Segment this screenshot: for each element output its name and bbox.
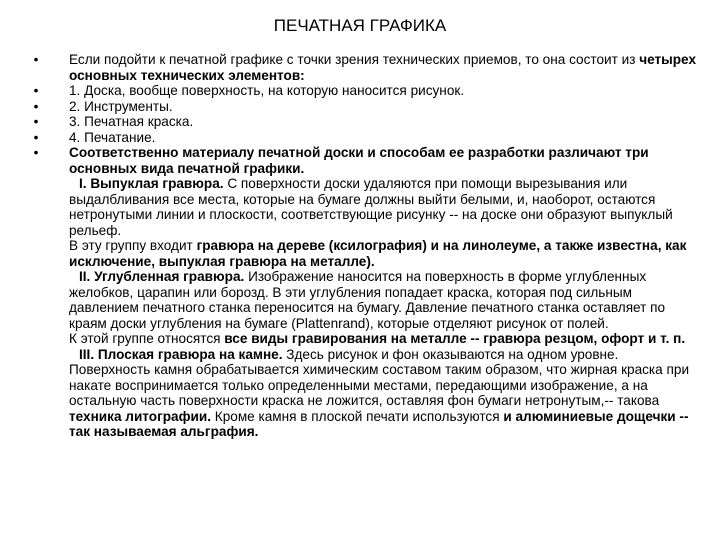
bullet-item xyxy=(30,130,702,146)
paragraph-text-bold: техника литографии. xyxy=(69,408,211,424)
bullet-item xyxy=(30,52,702,83)
paragraph-intaglio-group xyxy=(30,331,702,347)
slide-title: ПЕЧАТНАЯ ГРАФИКА xyxy=(273,16,447,35)
paragraph-text: В эту группу входит xyxy=(69,238,197,253)
paragraph-convex-group xyxy=(30,238,702,269)
bullet-text: 1. Доска, вообще поверхность, на которую наносится рисунок. xyxy=(69,83,465,98)
section-heading: III. Плоская гравюра на камне. xyxy=(79,346,283,362)
paragraph-intaglio-engraving xyxy=(30,269,702,331)
bullet-text: 4. Печатание. xyxy=(69,129,156,145)
paragraph-text: Здесь рисунок и фон оказываются на одном уровне. Поверхность камня обрабатывается химическим составом таким образом, что жирная краска при накате воспринимается только определенными местами, передающими изображение, а на остальную часть поверхности краска не ложится, оставляя фон бумаги нетронутым,-- такова xyxy=(69,346,690,408)
bullet-item xyxy=(30,114,702,130)
paragraph-planographic xyxy=(30,347,702,440)
bullet-item xyxy=(30,83,702,99)
bullet-text-bold: Соответственно материалу печатной доски и способам ее разработки различают три основных вида печатной графики. xyxy=(69,145,649,176)
bullet-dot: • xyxy=(33,145,39,160)
paragraph-text-bold: гравюра на дереве (ксилография) и на линолеуме, а также известна, как исключение, выпуклая гравюра на металле). xyxy=(69,238,687,269)
bullet-dot: • xyxy=(33,52,39,67)
paragraph-text: С поверхности доски удаляются при помощи вырезывания или выдалбливания все места, которые на бумаге должны выйти белыми, и, наоборот, остаются нетронутыми линии и плоскости, соответствующие рисунку -- на доске они образуют выпуклый рельеф. xyxy=(69,176,673,238)
bullet-dot: • xyxy=(33,83,39,98)
paragraph-text: Изображение наносится на поверхность в форме углубленных желобков, царапин или борозд. В эти углубления попадает краска, которая под сильным давлением печатного станка переносится на бумагу. Давление печатного станка оставляет по краям доски углубления на бумаге (Plattenrand), которые отделяют рисунок от полей. xyxy=(69,269,666,331)
section-heading: I. Выпуклая гравюра. xyxy=(79,176,224,191)
paragraph-convex-engraving xyxy=(30,176,702,238)
bullet-dot: • xyxy=(33,129,39,145)
bullet-text: Если подойти к печатной графике с точки зрения технических приемов, то она состоит из xyxy=(69,52,640,67)
section-heading: II. Углубленная гравюра. xyxy=(79,269,245,284)
paragraph-text: К этой группе относятся xyxy=(69,331,225,346)
bullet-text: 2. Инструменты. xyxy=(69,98,173,114)
bullet-dot: • xyxy=(33,114,39,129)
paragraph-text-bold: все виды гравирования на металле -- гравюра резцом, офорт и т. п. xyxy=(224,331,686,346)
paragraph-text: Кроме камня в плоской печати используются xyxy=(211,408,504,424)
bullet-dot: • xyxy=(33,98,39,114)
bullet-text: 3. Печатная краска. xyxy=(69,114,194,129)
bullet-item xyxy=(30,145,702,176)
slide-content xyxy=(30,52,702,440)
bullet-item xyxy=(30,99,702,115)
paragraph-text-bold: и алюминиевые дощечки -- так называемая альграфия. xyxy=(69,408,689,439)
bullet-text-bold: четырех основных технических элементов: xyxy=(69,52,697,83)
